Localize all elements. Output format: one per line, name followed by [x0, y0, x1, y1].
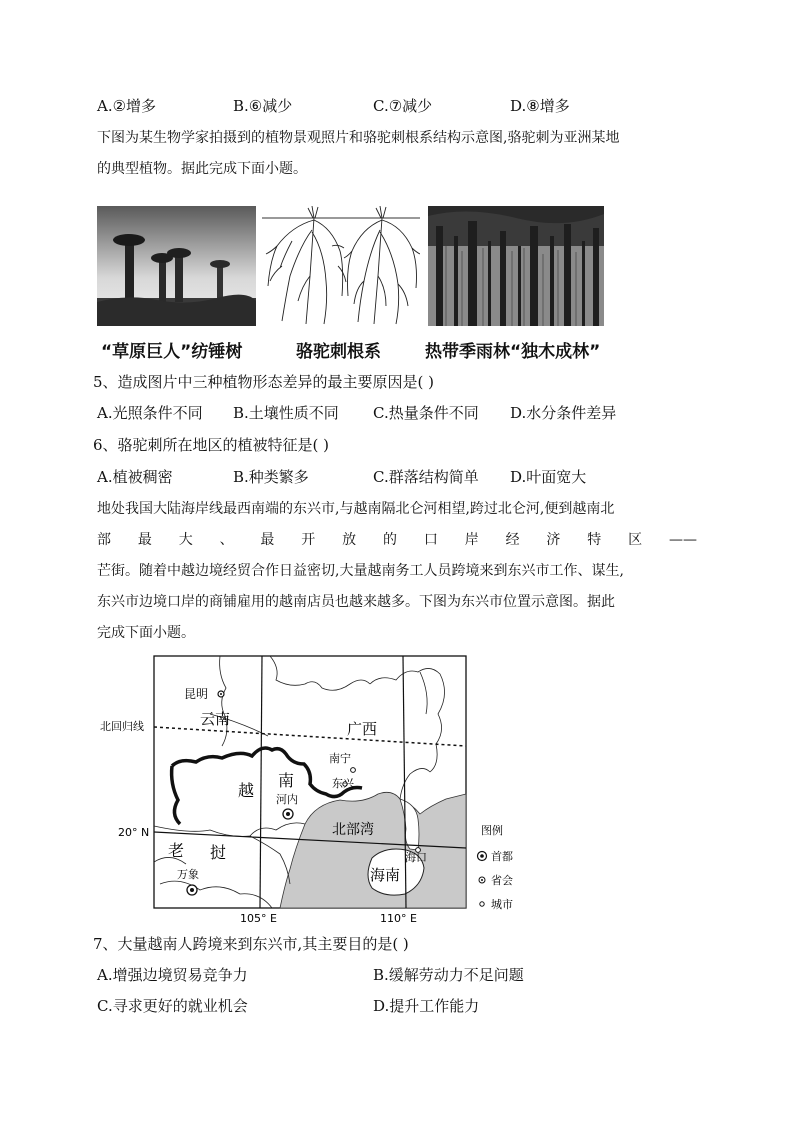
option-b: B.⑥减少 — [233, 97, 293, 115]
passage2-line1: 地处我国大陆海岸线最西南端的东兴市,与越南隔北仑河相望,跨过北仑河,便到越南北 — [97, 501, 615, 517]
legend-city-icon — [480, 902, 484, 906]
q6-option-c: C.群落结构简单 — [373, 468, 479, 486]
q7-option-c: C.寻求更好的就业机会 — [97, 997, 248, 1015]
label-lao: 老 — [168, 841, 185, 860]
label-nan: 南 — [278, 771, 295, 790]
banyan-forest-photo — [428, 206, 604, 326]
legend-capital: 首都 — [491, 850, 513, 863]
label-haikou: 海口 — [405, 851, 427, 864]
label-dongxing: 东兴 — [332, 777, 354, 790]
passage2-line2: 部 最 大 、 最 开 放 的 口 岸 经 济 特 区 —— — [97, 532, 697, 548]
label-nanning: 南宁 — [329, 752, 351, 765]
legend-province-capital: 省会 — [491, 874, 513, 887]
label-yunnan: 云南 — [200, 710, 231, 728]
passage1-line1: 下图为某生物学家拍摄到的植物景观照片和骆驼刺根系结构示意图,骆驼刺为亚洲某地 — [97, 130, 620, 146]
passage2-line5: 完成下面小题。 — [97, 625, 195, 641]
label-kunming: 昆明 — [184, 687, 209, 701]
passage2-line4: 东兴市边境口岸的商铺雇用的越南店员也越来越多。下图为东兴市位置示意图。据此 — [97, 594, 615, 610]
q5-option-b: B.土壤性质不同 — [233, 404, 339, 422]
lon-label-110: 110° E — [380, 912, 417, 925]
q5-option-d: D.水分条件差异 — [510, 404, 617, 422]
latitude-label: 20° N — [118, 826, 150, 839]
caption-banyan: 热带季雨林“独木成林” — [425, 342, 601, 362]
legend-title: 图例 — [481, 824, 503, 837]
label-yue: 越 — [238, 781, 255, 800]
q6-option-b: B.种类繁多 — [233, 468, 309, 486]
passage2-line3: 芒街。随着中越边境经贸合作日益密切,大量越南务工人员跨境来到东兴市工作、谋生, — [97, 563, 624, 579]
dongxing-location-map — [100, 654, 520, 926]
label-guangxi: 广西 — [347, 720, 378, 738]
label-beibu-gulf: 北部湾 — [332, 822, 374, 838]
q7-option-b: B.缓解劳动力不足问题 — [373, 966, 524, 984]
legend-city: 城市 — [491, 898, 513, 911]
option-a: A.②增多 — [97, 97, 157, 115]
option-d: D.⑧增多 — [510, 97, 570, 115]
q7-stem: 7、大量越南人跨境来到东兴市,其主要目的是( ) — [93, 935, 409, 953]
q5-option-c: C.热量条件不同 — [373, 404, 479, 422]
q6-option-a: A.植被稠密 — [97, 468, 173, 486]
q6-option-d: D.叶面宽大 — [510, 468, 587, 486]
label-wo: 挝 — [210, 843, 227, 862]
option-c: C.⑦减少 — [373, 97, 433, 115]
q5-option-a: A.光照条件不同 — [97, 404, 203, 422]
q7-option-a: A.增强边境贸易竞争力 — [97, 966, 248, 984]
caption-baobab: “草原巨人”纺锤树 — [101, 342, 243, 362]
q7-option-d: D.提升工作能力 — [373, 997, 480, 1015]
label-hanoi: 河内 — [276, 793, 298, 806]
map-legend — [478, 823, 514, 911]
label-hainan: 海南 — [370, 866, 401, 884]
label-vientiane: 万象 — [177, 868, 199, 881]
caption-camelthorn: 骆驼刺根系 — [296, 342, 381, 362]
camelthorn-root-diagram — [262, 206, 420, 326]
q6-stem: 6、骆驼刺所在地区的植被特征是( ) — [93, 436, 330, 454]
lon-label-105: 105° E — [240, 912, 277, 925]
tropic-label: 北回归线 — [100, 720, 144, 733]
q5-stem: 5、造成图片中三种植物形态差异的最主要原因是( ) — [93, 373, 435, 391]
passage1-line2: 的典型植物。据此完成下面小题。 — [97, 161, 307, 177]
baobab-photo — [97, 206, 256, 326]
